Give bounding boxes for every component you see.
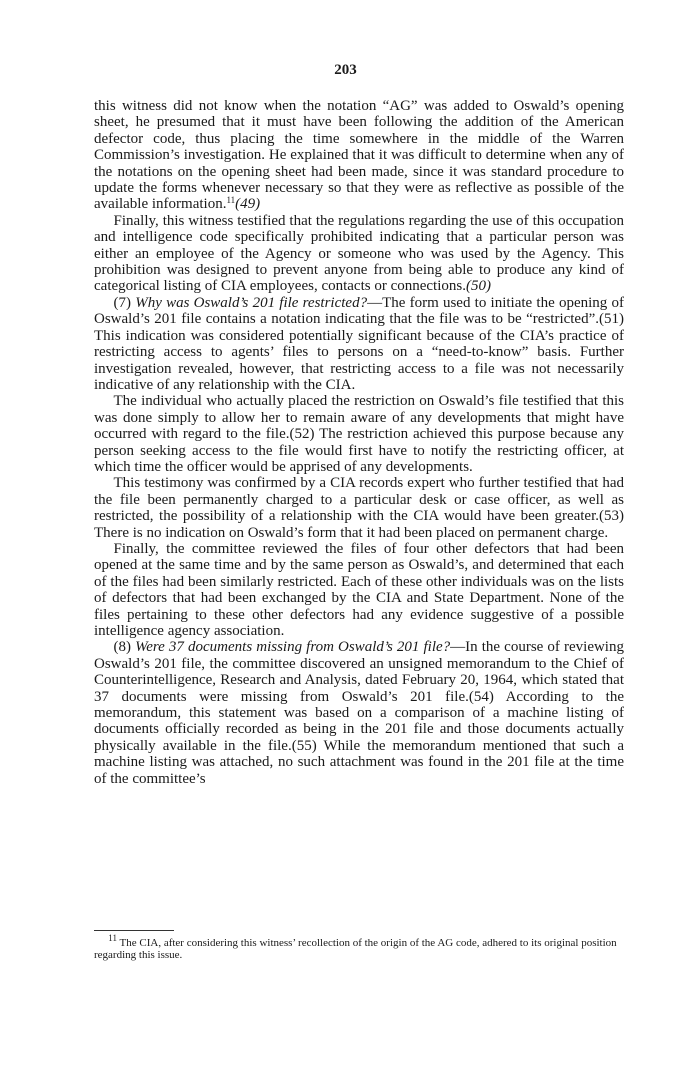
section-heading: Were 37 documents missing from Oswald’s 201 file? — [135, 639, 451, 656]
footnote-divider — [94, 930, 174, 931]
section-8-paragraph: (8) Were 37 documents missing from Oswald’s 201 file?—In the course of reviewing Oswald’s 201 file, the committee discovered an unsigned memorandum to the Chief of Counterintelligence, Research and Analysis, dated February 20, 1964, which stated that 37 documents were missing from Oswald’s 201 file.(54) According to the memorandum, this statement was based on a comparison of a machine listing of documents officially recorded as being in the 201 file and those documents actually physically available in the file.(55) While the memorandum mentioned that such a machine listing was attached, no such attachment was found in the 201 file at the time of the committee’s — [94, 639, 624, 787]
paragraph-6: Finally, the committee reviewed the files of four other defectors that had been opened at the same time and by the same person as Oswald’s, and determined that each of the files had been similarly restricted. Each of these other individuals was on the lists of defectors that had been exchanged by the CIA and State Department. None of the files pertaining to these other defectors had any evidence suggestive of a possible intelligence agency association. — [94, 540, 624, 639]
footnote-mark: 11 — [108, 933, 117, 943]
citation: (50) — [465, 278, 491, 295]
paragraph-5: This testimony was confirmed by a CIA records expert who further testified that had the file been permanently charged to a particular desk or case officer, as well as restricted, the possibility of a relationship with the CIA would have been greater.(53) There is no indication on Oswald’s form that it had been placed on permanent charge. — [94, 475, 624, 541]
paragraph-2: Finally, this witness testified that the regulations regarding the use of this occupation and intelligence code specifically prohibited indicating that a particular person was either an employee of the Agency or someone who was used by the Agency. This prohibition was designed to prevent anyone from being able to produce any kind of categorical listing of CIA employees, contacts or connections.(50) — [94, 212, 624, 295]
section-heading: Why was Oswald’s 201 file restricted? — [135, 294, 368, 311]
page-number: 203 — [334, 62, 357, 78]
footnote: $^{11}$ The CIA, after considering this witness’ recollection of the origin of the AG code, adhered to its original position regarding this issue. — [94, 933, 617, 961]
footnote-ref: 11 — [226, 195, 236, 206]
paragraph-1: this witness did not know when the notation “AG” was added to Oswald’s opening sheet, he presumed that it must have been following the addition of the American defector code, thus placing the time somewhere in the middle of the Warren Commission’s investigation. He explained that it was difficult to determine when any of the notations on the opening sheet had been made, since it was standard procedure to update the forms whenever necessary so that they were as reflective as possible of the available information.$^{11}$(49) — [94, 98, 624, 213]
body-text — [94, 98, 624, 787]
paragraph-4: The individual who actually placed the restriction on Oswald’s file testified that this was done simply to allow her to remain aware of any developments that might have occurred with regard to the file.(52) The restriction achieved this purpose because any person seeking access to the file would first have to notify the restricting officer, at which time the officer would be apprised of any developments. — [94, 393, 624, 475]
section-7-paragraph: (7) Why was Oswald’s 201 file restricted?—The form used to initiate the opening of Oswald’s 201 file contains a notation indicating that the file was to be “restricted”.(51) This indication was considered potentially significant because of the CIA’s practice of restricting access to agents’ files to persons on a “need-to-know” basis. Further investigation revealed, however, that restricting access to a file was not necessarily indicative of any relationship with the CIA. — [94, 294, 624, 393]
citation: (49) — [235, 196, 261, 213]
